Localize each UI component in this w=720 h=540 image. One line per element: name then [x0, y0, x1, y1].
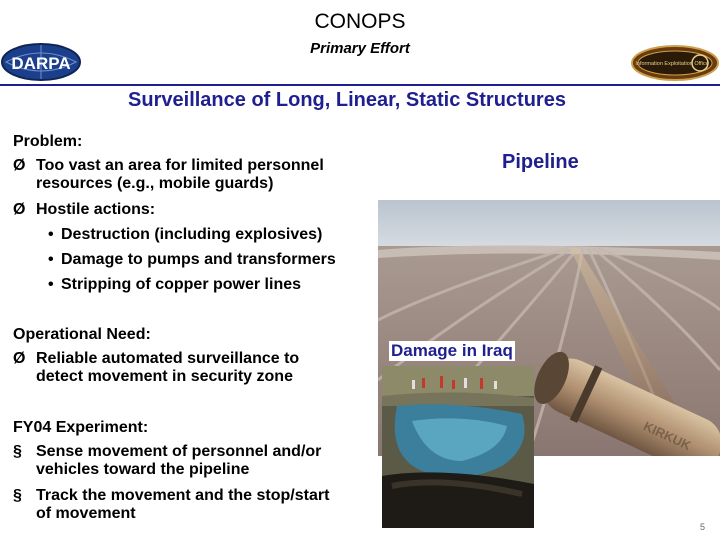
need-bullet-line: Reliable automated surveillance to — [36, 350, 300, 367]
problem-heading: Problem: — [13, 133, 83, 150]
problem-subbullet-text: Stripping of copper power lines — [61, 276, 302, 293]
problem-bullet-line: resources (e.g., mobile guards) — [36, 175, 274, 192]
experiment-bullet-line: of movement — [36, 505, 136, 522]
need-heading: Operational Need: — [13, 326, 151, 343]
problem-bullet-line: Hostile actions: — [36, 201, 156, 218]
header-divider — [0, 84, 720, 86]
need-bullet-line: detect movement in security zone — [36, 368, 293, 385]
damage-in-iraq-label: Damage in Iraq — [391, 341, 513, 360]
section-bullet-icon: § — [13, 443, 22, 460]
iraq-damage-photo — [382, 366, 534, 528]
section-bullet-icon: § — [13, 487, 22, 504]
dot-bullet-icon: • — [48, 251, 54, 268]
ixo-logo-text: Information Exploitation Office — [635, 61, 709, 67]
arrow-bullet-icon: Ø — [13, 350, 26, 367]
darpa-logo — [0, 42, 82, 82]
arrow-bullet-icon: Ø — [13, 157, 26, 174]
slide-title: CONOPS — [314, 10, 406, 33]
problem-bullet-line: Too vast an area for limited personnel — [36, 157, 324, 174]
experiment-bullet-line: vehicles toward the pipeline — [36, 461, 250, 478]
page-number: 5 — [700, 522, 706, 532]
problem-subbullet-text: Damage to pumps and transformers — [61, 251, 336, 268]
arrow-bullet-icon: Ø — [13, 201, 26, 218]
svg-text:KIRKUK: KIRKUK — [641, 418, 694, 454]
ixo-logo — [630, 44, 720, 82]
slide-headline: Surveillance of Long, Linear, Static Structures — [128, 89, 566, 111]
slide-subtitle: Primary Effort — [310, 40, 410, 57]
experiment-bullet-line: Track the movement and the stop/start — [36, 487, 330, 504]
dot-bullet-icon: • — [48, 226, 54, 243]
dot-bullet-icon: • — [48, 276, 54, 293]
problem-subbullet-text: Destruction (including explosives) — [61, 226, 323, 243]
experiment-heading: FY04 Experiment: — [13, 419, 149, 436]
experiment-bullet-line: Sense movement of personnel and/or — [36, 443, 322, 460]
pipeline-label: Pipeline — [502, 151, 579, 173]
darpa-logo-text: DARPA — [11, 54, 71, 73]
